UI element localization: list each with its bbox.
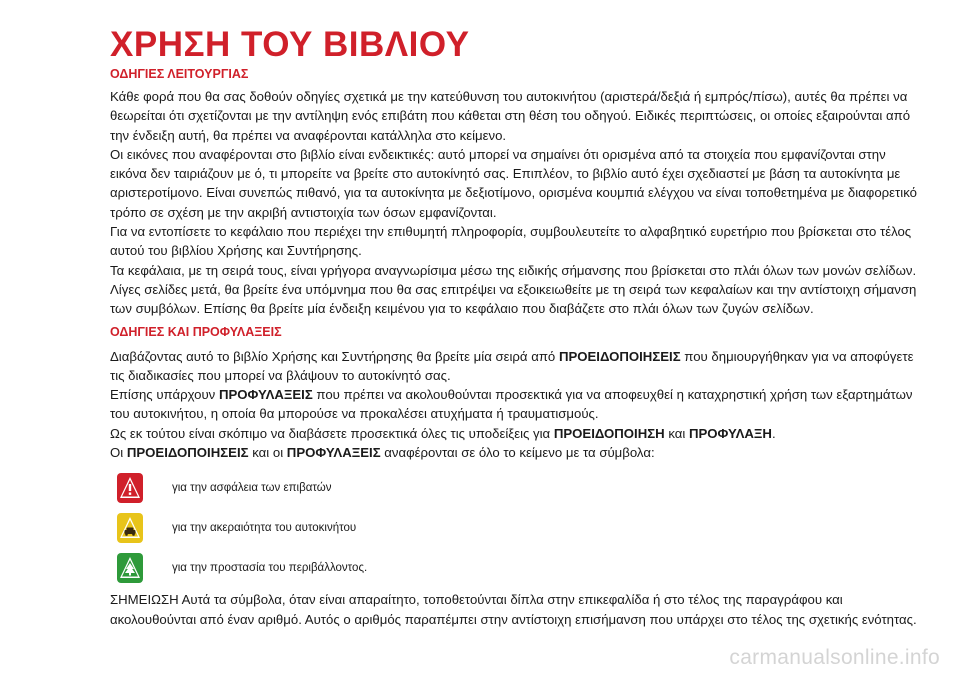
symbol-row-environment: [110, 548, 920, 588]
paragraph-read-carefully: Ως εκ τούτου είναι σκόπιμο να διαβάσετε προσεκτικά όλες τις υποδείξεις για ΠΡΟΕΙΔΟΠΟΙΗΣΗ και ΠΡΟΦΥΛΑΞΗ.: [110, 425, 776, 441]
symbol-label-passenger-safety: για την ασφάλεια των επιβατών: [172, 482, 332, 495]
paragraph-directions: Κάθε φορά που θα σας δοθούν οδηγίες σχετικά με την κατεύθυνση του αυτοκινήτου (αριστερά/δεξιά ή εμπρός/πίσω), αυτές θα πρέπει να θεωρείται ότι σχετίζονται με την αντίληψη ενός επιβάτη που κάθεται στη θέση του οδηγού. Ειδικές περιπτώσεις, οι οποίες εξαιρούνται από την ένδειξη αυτή, θα πρέπει να αναφέρονται κατάλληλα στο κείμενο.: [110, 89, 911, 143]
paragraph-chapters: Τα κεφάλαια, με τη σειρά τους, είναι γρήγορα αναγνωρίσιμα μέσω της ειδικής σήμανσης που βρίσκεται στο πλάι όλων των μονών σελίδων. Λίγες σελίδες μετά, θα βρείτε ένα υπόμνημα που θα σας επιτρέψει να εξοικειωθείτε με τη σειρά των κεφαλαίων και την αντίστοιχη σήμανση των συμβόλων. Επίσης θα βρείτε μία ένδειξη κειμένου για το κεφάλαιο που διαβάζετε στο πλάι όλων των ζυγών σελίδων.: [110, 262, 917, 317]
paragraph-index: Για να εντοπίσετε το κεφάλαιο που περιέχει την επιθυμητή πληροφορία, συμβουλευτείτε το αλφαβητικό ευρετήριο που βρίσκεται στο τέλος αυτού του βιβλίου Χρήσης και Συντήρησης.: [110, 224, 912, 259]
paragraph-note: ΣΗΜΕΙΩΣΗ Αυτά τα σύμβολα, όταν είναι απαραίτητο, τοποθετούνται δίπλα στην επικεφαλίδα ή στο τέλος της παραγράφου και ακολουθούνται από έναν αριθμό. Αυτός ο αριθμός παραπέμπει στην αντίστοιχη επισήμανση που υπάρχει στο τέλος της σχετικής ενότητας.: [110, 592, 917, 627]
paragraph-precautions: Επίσης υπάρχουν ΠΡΟΦΥΛΑΞΕΙΣ που πρέπει να ακολουθούνται προσεκτικά για να αποφευχθεί η καταχρηστική χρήση των εξαρτημάτων του αυτοκινήτου, η οποία θα μπορούσε να προκαλέσει ατυχήματα ή τραυματισμούς.: [110, 387, 913, 422]
tree-warning-icon: [116, 552, 144, 584]
symbol-label-environment: για την προστασία του περιβάλλοντος.: [172, 562, 368, 575]
section-heading-warnings-precautions: ΟΔΗΓΙΕΣ ΚΑΙ ΠΡΟΦΥΛΑΞΕΙΣ: [110, 324, 282, 339]
symbol-row-vehicle-integrity: [110, 508, 920, 548]
page-title: ΧΡΗΣΗ ΤΟΥ ΒΙΒΛΙΟΥ: [110, 25, 470, 64]
symbol-label-vehicle-integrity: για την ακεραιότητα του αυτοκινήτου: [172, 522, 357, 535]
warning-exclamation-icon: [116, 472, 144, 504]
watermark-text: carmanualsonline.info: [729, 646, 940, 669]
paragraph-images: Οι εικόνες που αναφέρονται στο βιβλίο είναι ενδεικτικές: αυτό μπορεί να σημαίνει ότι ορισμένα από τα στοιχεία που εμφανίζονται στην εικόνα δεν ταιριάζουν με ό, τι μπορείτε να βρείτε στο αυτοκίνητό σας. Επιπλέον, το βιβλίο αυτό έχει σχεδιαστεί με βάση τα αυτοκίνητα με αριστεροτίμονο. Είναι συνεπώς πιθανό, για τα αυτοκίνητα με δεξιοτίμονο, ορισμένα κουμπιά ελέγχου να είναι τοποθετημένα με διαφορετικό τρόπο σε σχέση με την ακριβή αντιστοιχία των όσων εμφανίζονται.: [110, 146, 917, 220]
paragraph-symbols-intro: Οι ΠΡΟΕΙΔΟΠΟΙΗΣΕΙΣ και οι ΠΡΟΦΥΛΑΞΕΙΣ αναφέρονται σε όλο το κείμενο με τα σύμβολα:: [110, 445, 655, 461]
paragraph-warnings-intro: Διαβάζοντας αυτό το βιβλίο Χρήσης και Συντήρησης θα βρείτε μία σειρά από ΠΡΟΕΙΔΟΠΟΙΗΣΕΙΣ που δημιουργήθηκαν για να αποφύγετε τις διαδικασίες που μπορεί να βλάψουν το αυτοκίνητό σας.: [110, 348, 914, 383]
section-heading-operating-instructions: ΟΔΗΓΙΕΣ ΛΕΙΤΟΥΡΓΙΑΣ: [110, 67, 249, 81]
car-warning-icon: [116, 512, 144, 544]
symbol-row-passenger-safety: [110, 468, 920, 508]
manual-page: [110, 26, 920, 629]
